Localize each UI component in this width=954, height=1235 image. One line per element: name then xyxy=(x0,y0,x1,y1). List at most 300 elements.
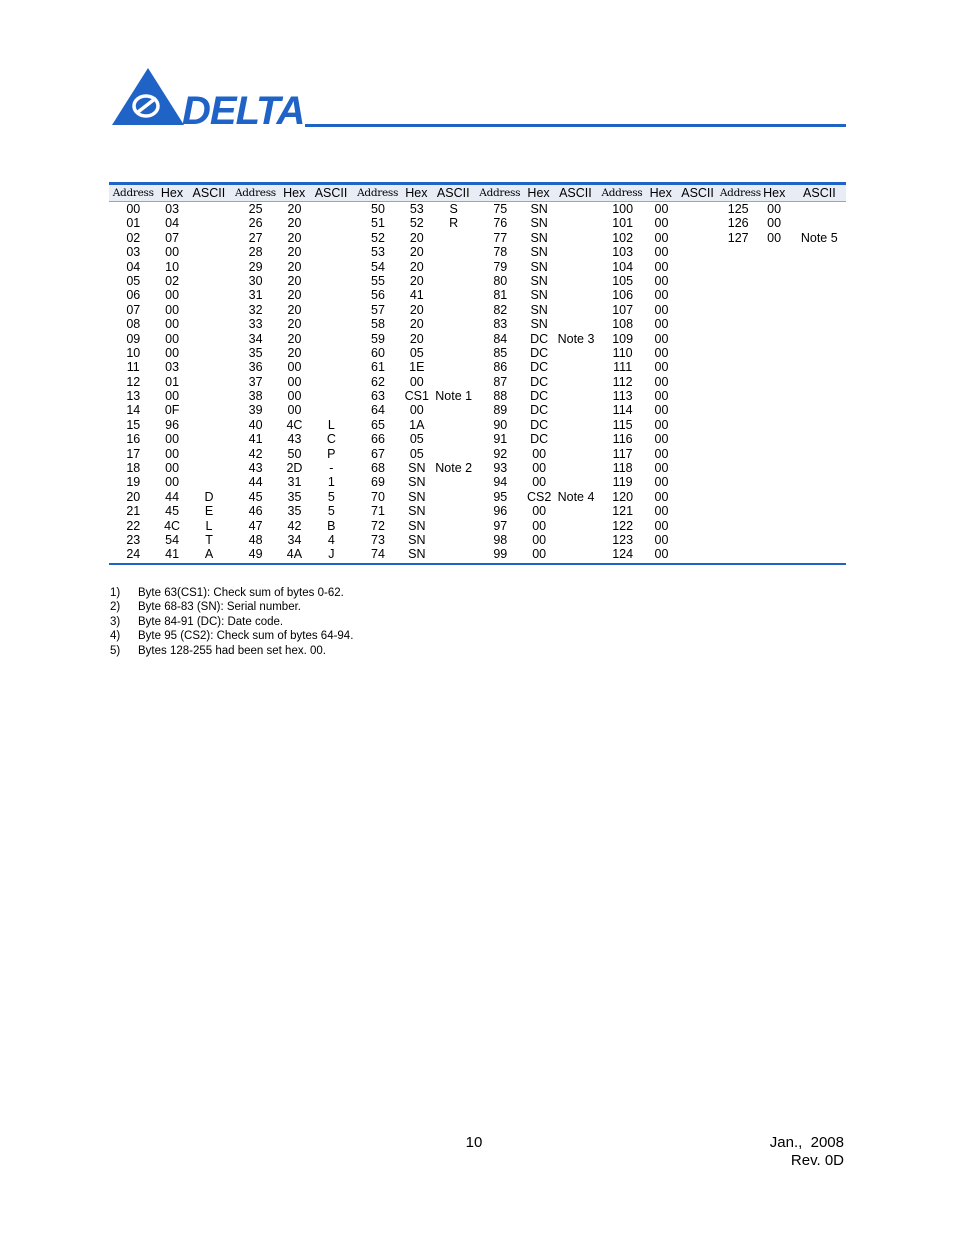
cell-address: 120 xyxy=(612,489,634,504)
cell-hex: SN xyxy=(530,230,548,245)
cell-hex: 20 xyxy=(287,216,302,231)
cell-hex: SN xyxy=(408,461,426,476)
cell-ascii: P xyxy=(327,446,336,461)
cell-address: 44 xyxy=(248,475,263,490)
cell-ascii xyxy=(187,461,232,475)
cell-hex: 00 xyxy=(654,374,669,389)
cell-ascii xyxy=(676,274,721,288)
cell-hex: 05 xyxy=(409,345,424,360)
cell-address: 119 xyxy=(612,475,633,490)
cell-address: 21 xyxy=(126,504,141,519)
cell-address: 60 xyxy=(371,345,385,360)
cell-ascii xyxy=(187,418,232,432)
cell-ascii xyxy=(554,360,599,374)
cell-hex: 1E xyxy=(409,360,425,375)
cell-address: 11 xyxy=(126,360,140,375)
cell-ascii xyxy=(187,216,232,230)
cell-hex: SN xyxy=(530,288,548,303)
cell-hex: 20 xyxy=(287,302,302,317)
cell-ascii xyxy=(676,245,721,259)
cell-ascii xyxy=(431,231,476,245)
cell-address: 106 xyxy=(612,288,634,303)
cell-hex: SN xyxy=(408,475,426,490)
cell-hex: 03 xyxy=(165,360,180,375)
column-ascii xyxy=(676,202,721,562)
cell-ascii xyxy=(187,317,232,331)
cell-address: 26 xyxy=(248,216,263,231)
cell-hex: 07 xyxy=(165,230,180,245)
cell-hex: SN xyxy=(530,317,548,332)
cell-address: 58 xyxy=(371,317,385,332)
cell-ascii xyxy=(554,216,599,230)
cell-hex: SN xyxy=(530,273,548,288)
cell-address: 14 xyxy=(126,403,141,418)
cell-address: 80 xyxy=(493,273,508,288)
cell-address: 32 xyxy=(248,302,263,317)
cell-hex: DC xyxy=(530,417,549,432)
cell-hex: 00 xyxy=(767,230,782,245)
cell-address: 114 xyxy=(612,403,633,418)
cell-ascii xyxy=(554,447,599,461)
cell-ascii xyxy=(431,332,476,346)
cell-hex: 35 xyxy=(287,489,302,504)
cell-address: 57 xyxy=(371,302,385,317)
cell-address: 63 xyxy=(371,389,385,404)
cell-address: 22 xyxy=(126,518,141,533)
header-address: Address xyxy=(479,187,521,199)
cell-hex: 00 xyxy=(654,317,669,332)
cell-hex: 20 xyxy=(409,259,424,274)
cell-hex: 02 xyxy=(165,273,180,288)
cell-address: 50 xyxy=(371,202,385,216)
cell-ascii xyxy=(676,547,721,561)
cell-address: 91 xyxy=(493,432,508,447)
cell-address: 98 xyxy=(493,532,508,547)
cell-ascii xyxy=(676,288,721,302)
cell-address: 75 xyxy=(493,202,508,216)
cell-address: 109 xyxy=(612,331,634,346)
header-address: Address xyxy=(234,187,276,199)
cell-hex: 20 xyxy=(287,317,302,332)
cell-hex: 00 xyxy=(654,389,669,404)
cell-ascii xyxy=(431,533,476,547)
cell-address: 05 xyxy=(126,273,141,288)
cell-address: 111 xyxy=(613,360,633,375)
cell-ascii xyxy=(554,375,599,389)
cell-hex: 00 xyxy=(287,403,302,418)
cell-address: 99 xyxy=(493,547,508,562)
cell-hex: 00 xyxy=(654,432,669,447)
cell-hex: 41 xyxy=(409,288,424,303)
column-address xyxy=(109,202,158,562)
cell-address: 79 xyxy=(493,259,508,274)
cell-address: 59 xyxy=(371,331,385,346)
cell-address: 46 xyxy=(248,504,263,519)
cell-ascii: 4 xyxy=(327,532,335,547)
cell-hex: 00 xyxy=(654,446,669,461)
cell-ascii xyxy=(554,389,599,403)
cell-hex: 00 xyxy=(654,360,669,375)
cell-hex: 20 xyxy=(287,245,302,260)
cell-hex: SN xyxy=(408,504,426,519)
cell-ascii xyxy=(309,303,354,317)
cell-address: 76 xyxy=(493,216,508,231)
cell-address: 36 xyxy=(248,360,263,375)
column-ascii xyxy=(554,202,599,562)
cell-hex: DC xyxy=(530,345,549,360)
cell-hex: DC xyxy=(530,331,549,346)
cell-hex: 20 xyxy=(287,259,302,274)
cell-hex: 00 xyxy=(165,461,180,476)
cell-hex: 00 xyxy=(287,389,302,404)
cell-address: 62 xyxy=(371,374,385,389)
cell-hex: 00 xyxy=(287,374,302,389)
cell-hex: 00 xyxy=(654,245,669,260)
cell-ascii xyxy=(793,202,846,216)
cell-hex: 00 xyxy=(654,461,669,476)
cell-ascii: 5 xyxy=(327,489,335,504)
cell-address: 77 xyxy=(493,230,508,245)
cell-hex: DC xyxy=(530,374,549,389)
cell-address: 122 xyxy=(612,518,634,533)
cell-hex: 00 xyxy=(287,360,302,375)
cell-ascii xyxy=(187,447,232,461)
cell-hex: CS1 xyxy=(404,389,429,404)
cell-ascii xyxy=(431,360,476,374)
cell-ascii xyxy=(431,317,476,331)
cell-ascii xyxy=(187,245,232,259)
cell-address: 09 xyxy=(126,331,141,346)
cell-address: 35 xyxy=(248,345,263,360)
note-number: 4) xyxy=(110,630,121,643)
cell-address: 127 xyxy=(727,230,749,245)
eeprom-table xyxy=(109,182,846,565)
cell-hex: 00 xyxy=(165,475,180,490)
cell-address: 118 xyxy=(612,461,633,476)
cell-address: 117 xyxy=(612,446,633,461)
cell-address: 08 xyxy=(126,317,141,332)
column-address xyxy=(476,202,525,562)
cell-hex: 96 xyxy=(165,417,180,432)
header-ascii: ASCII xyxy=(559,186,592,200)
cell-ascii xyxy=(309,216,354,230)
cell-address: 49 xyxy=(248,547,263,562)
cell-ascii xyxy=(187,303,232,317)
cell-ascii xyxy=(309,260,354,274)
cell-hex: 00 xyxy=(165,389,180,404)
cell-hex: 53 xyxy=(409,202,424,216)
cell-ascii: Note 5 xyxy=(800,230,838,245)
cell-ascii xyxy=(676,403,721,417)
cell-ascii xyxy=(676,360,721,374)
cell-hex: 00 xyxy=(654,202,669,216)
note-number: 5) xyxy=(110,644,121,657)
cell-hex: 20 xyxy=(409,273,424,288)
cell-address: 10 xyxy=(126,345,141,360)
cell-address: 72 xyxy=(371,518,385,533)
cell-address: 19 xyxy=(126,475,141,490)
cell-ascii xyxy=(187,360,232,374)
cell-address: 23 xyxy=(126,532,141,547)
cell-hex: 00 xyxy=(654,504,669,519)
header-rule xyxy=(305,124,846,127)
cell-hex: 03 xyxy=(165,202,180,216)
cell-ascii xyxy=(431,260,476,274)
cell-ascii xyxy=(676,504,721,518)
cell-address: 18 xyxy=(126,461,141,476)
cell-hex: 00 xyxy=(165,302,180,317)
cell-address: 90 xyxy=(493,417,508,432)
cell-address: 13 xyxy=(126,389,141,404)
cell-ascii xyxy=(187,274,232,288)
cell-hex: 00 xyxy=(654,273,669,288)
note-number: 3) xyxy=(110,615,121,628)
cell-address: 100 xyxy=(612,202,634,216)
header-hex: Hex xyxy=(649,186,672,200)
cell-address: 83 xyxy=(493,317,508,332)
cell-ascii xyxy=(554,547,599,561)
cell-ascii xyxy=(187,475,232,489)
cell-ascii xyxy=(187,288,232,302)
cell-hex: 20 xyxy=(287,202,302,216)
header-hex: Hex xyxy=(160,186,184,200)
cell-hex: 0F xyxy=(164,403,180,418)
cell-address: 97 xyxy=(493,518,508,533)
cell-ascii xyxy=(309,403,354,417)
cell-ascii xyxy=(676,317,721,331)
column-address xyxy=(231,202,280,562)
cell-ascii: C xyxy=(326,432,336,447)
cell-ascii: Note 1 xyxy=(435,389,473,404)
cell-hex: 50 xyxy=(287,446,302,461)
cell-address: 101 xyxy=(612,216,634,231)
cell-address: 43 xyxy=(248,461,263,476)
cell-hex: 00 xyxy=(654,331,669,346)
cell-address: 27 xyxy=(248,230,263,245)
cell-hex: 00 xyxy=(165,245,180,260)
cell-address: 25 xyxy=(248,202,263,216)
cell-ascii xyxy=(431,504,476,518)
cell-address: 20 xyxy=(126,489,141,504)
cell-ascii xyxy=(309,360,354,374)
cell-address: 03 xyxy=(126,245,141,260)
cell-hex: 00 xyxy=(654,532,669,547)
cell-hex: 00 xyxy=(532,475,547,490)
cell-address: 01 xyxy=(126,216,141,231)
cell-hex: 05 xyxy=(409,432,424,447)
note-text: Byte 63(CS1): Check sum of bytes 0-62. xyxy=(138,587,344,599)
cell-ascii xyxy=(676,260,721,274)
column-ascii xyxy=(793,202,846,562)
cell-hex: 1A xyxy=(409,417,425,432)
cell-ascii xyxy=(554,317,599,331)
cell-ascii xyxy=(309,231,354,245)
cell-address: 53 xyxy=(371,245,385,260)
column-ascii xyxy=(187,202,232,562)
cell-address: 82 xyxy=(493,302,508,317)
cell-hex: 00 xyxy=(532,446,547,461)
cell-hex: 43 xyxy=(287,432,302,447)
cell-address: 02 xyxy=(126,230,141,245)
header-address: Address xyxy=(601,187,643,199)
cell-hex: 00 xyxy=(654,547,669,562)
cell-hex: 00 xyxy=(165,345,180,360)
cell-address: 69 xyxy=(371,475,385,490)
cell-hex: SN xyxy=(408,518,426,533)
cell-hex: SN xyxy=(408,489,426,504)
cell-address: 108 xyxy=(612,317,634,332)
cell-ascii xyxy=(793,216,846,230)
cell-hex: DC xyxy=(530,432,549,447)
note-item xyxy=(110,629,353,643)
cell-ascii xyxy=(431,490,476,504)
cell-address: 52 xyxy=(371,230,385,245)
footer-revision-block xyxy=(770,1134,844,1170)
header-hex: Hex xyxy=(405,186,428,200)
cell-ascii xyxy=(676,231,721,245)
cell-ascii xyxy=(431,303,476,317)
cell-ascii xyxy=(676,389,721,403)
cell-ascii xyxy=(431,432,476,446)
note-item xyxy=(110,644,353,658)
cell-ascii xyxy=(309,375,354,389)
cell-address: 42 xyxy=(248,446,263,461)
cell-ascii: T xyxy=(205,532,213,547)
header-address: Address xyxy=(112,187,154,199)
cell-ascii: - xyxy=(329,461,334,476)
cell-ascii xyxy=(554,533,599,547)
cell-address: 86 xyxy=(493,360,508,375)
cell-hex: 00 xyxy=(767,216,782,231)
cell-address: 34 xyxy=(248,331,263,346)
cell-address: 70 xyxy=(371,489,385,504)
page-number: 10 xyxy=(465,1134,483,1151)
note-item xyxy=(110,586,353,600)
cell-address: 94 xyxy=(493,475,508,490)
header-ascii: ASCII xyxy=(436,186,470,200)
delta-logo xyxy=(110,66,305,128)
cell-address: 31 xyxy=(248,288,263,303)
cell-ascii xyxy=(676,461,721,475)
column-hex xyxy=(525,202,554,562)
cell-ascii: L xyxy=(327,417,335,432)
cell-hex: SN xyxy=(530,216,548,231)
cell-ascii: S xyxy=(449,202,458,216)
column-hex xyxy=(402,202,431,562)
cell-hex: 00 xyxy=(654,345,669,360)
cell-hex: 00 xyxy=(654,489,669,504)
cell-address: 85 xyxy=(493,345,508,360)
cell-address: 15 xyxy=(126,417,141,432)
cell-hex: 01 xyxy=(165,374,180,389)
cell-address: 123 xyxy=(612,532,634,547)
cell-hex: 20 xyxy=(287,288,302,303)
cell-ascii xyxy=(676,447,721,461)
cell-hex: 00 xyxy=(654,417,669,432)
cell-hex: 54 xyxy=(165,532,180,547)
cell-ascii xyxy=(309,274,354,288)
cell-ascii xyxy=(676,346,721,360)
cell-hex: 20 xyxy=(409,317,424,332)
cell-address: 74 xyxy=(371,547,385,562)
cell-hex: 20 xyxy=(409,230,424,245)
cell-address: 107 xyxy=(612,302,634,317)
cell-hex: 20 xyxy=(287,273,302,288)
cell-address: 113 xyxy=(612,389,633,404)
cell-address: 48 xyxy=(248,532,263,547)
column-hex xyxy=(756,202,793,562)
cell-ascii xyxy=(187,432,232,446)
cell-address: 84 xyxy=(493,331,508,346)
cell-address: 38 xyxy=(248,389,263,404)
cell-address: 16 xyxy=(126,432,141,447)
cell-address: 64 xyxy=(371,403,385,418)
cell-ascii xyxy=(431,447,476,461)
cell-address: 61 xyxy=(371,360,385,375)
cell-ascii: 1 xyxy=(327,475,335,490)
cell-hex: 00 xyxy=(532,532,547,547)
cell-address: 71 xyxy=(371,504,385,519)
cell-hex: 00 xyxy=(654,230,669,245)
cell-hex: 00 xyxy=(409,374,424,389)
cell-ascii xyxy=(676,533,721,547)
cell-address: 125 xyxy=(727,202,749,216)
cell-ascii xyxy=(431,375,476,389)
cell-ascii xyxy=(676,519,721,533)
cell-ascii xyxy=(431,346,476,360)
cell-hex: 00 xyxy=(654,259,669,274)
cell-hex: 00 xyxy=(532,547,547,562)
cell-ascii xyxy=(676,332,721,346)
cell-address: 40 xyxy=(248,417,263,432)
column-hex xyxy=(280,202,309,562)
cell-ascii: Note 3 xyxy=(557,331,595,346)
cell-ascii xyxy=(554,519,599,533)
cell-address: 24 xyxy=(126,547,141,562)
cell-address: 88 xyxy=(493,389,508,404)
cell-hex: SN xyxy=(530,302,548,317)
cell-hex: 04 xyxy=(165,216,180,231)
cell-ascii xyxy=(554,274,599,288)
cell-ascii xyxy=(431,245,476,259)
cell-ascii xyxy=(676,202,721,216)
footer-date: Jan., 2008 xyxy=(769,1134,844,1151)
cell-hex: SN xyxy=(408,532,426,547)
cell-hex: 00 xyxy=(409,403,424,418)
cell-ascii xyxy=(309,245,354,259)
cell-ascii xyxy=(431,418,476,432)
cell-address: 95 xyxy=(493,489,508,504)
cell-ascii xyxy=(554,288,599,302)
cell-ascii xyxy=(187,231,232,245)
cell-hex: 00 xyxy=(532,461,547,476)
cell-hex: SN xyxy=(408,547,426,562)
cell-address: 07 xyxy=(126,302,141,317)
cell-hex: SN xyxy=(530,245,548,260)
column-hex xyxy=(647,202,676,562)
cell-address: 65 xyxy=(371,417,385,432)
cell-hex: CS2 xyxy=(526,489,552,504)
cell-ascii: R xyxy=(449,216,459,231)
logo-wordmark: DELTA xyxy=(182,89,305,128)
cell-hex: 20 xyxy=(409,331,424,346)
cell-hex: 00 xyxy=(165,317,180,332)
cell-address: 96 xyxy=(493,504,508,519)
note-text: Bytes 128-255 had been set hex. 00. xyxy=(138,644,326,657)
cell-hex: SN xyxy=(530,259,548,274)
cell-address: 41 xyxy=(248,432,263,447)
footer-rev: Rev. 0D xyxy=(790,1152,844,1169)
